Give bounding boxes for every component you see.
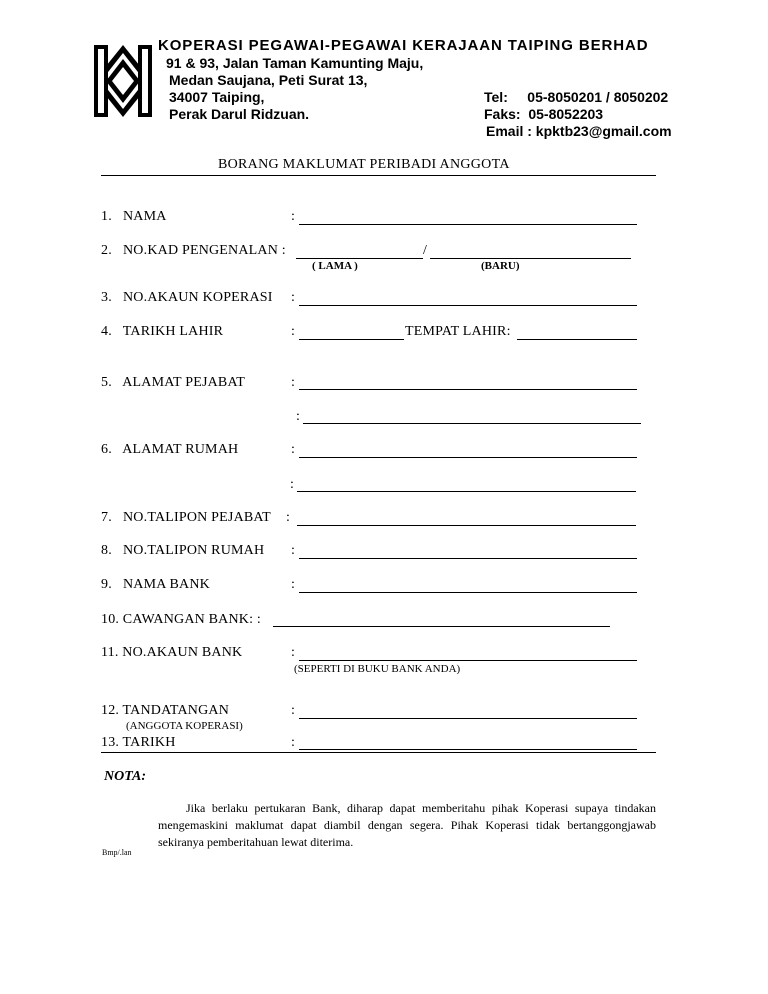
label-kad-pengenalan: 2. NO.KAD PENGENALAN :: [101, 243, 290, 258]
label-lama: ( LAMA ): [312, 260, 358, 272]
input-kad-baru[interactable]: [430, 258, 631, 259]
colon: :: [291, 645, 295, 660]
akaun-bank-note: (SEPERTI DI BUKU BANK ANDA): [294, 663, 461, 675]
colon: :: [291, 543, 295, 558]
nota-heading: NOTA:: [104, 769, 146, 784]
label-alamat-pejabat: 5. ALAMAT PEJABAT: [101, 375, 245, 390]
label-tarikh: 13. TARIKH: [101, 735, 176, 750]
input-talipon-pejabat[interactable]: [297, 525, 636, 526]
input-akaun-bank[interactable]: [299, 660, 637, 661]
input-alamat-rumah-2[interactable]: [297, 491, 636, 492]
input-nama-bank[interactable]: [299, 592, 637, 593]
input-akaun-koperasi[interactable]: [299, 305, 637, 306]
koperasi-logo-icon: [92, 43, 154, 119]
fax: Faks: 05-8052203: [484, 106, 604, 122]
form-bottom-rule: [101, 752, 656, 753]
input-nama[interactable]: [299, 224, 637, 225]
address-line-4: Perak Darul Ridzuan.: [169, 106, 310, 122]
input-alamat-pejabat-1[interactable]: [299, 389, 637, 390]
colon: :: [291, 375, 295, 390]
label-nama: 1. NAMA: [101, 209, 167, 224]
input-talipon-rumah[interactable]: [299, 558, 637, 559]
label-tandatangan: 12. TANDATANGAN: [101, 703, 230, 718]
label-alamat-rumah: 6. ALAMAT RUMAH: [101, 442, 239, 457]
colon: :: [291, 577, 295, 592]
colon: :: [290, 477, 294, 492]
colon: :: [291, 209, 295, 224]
colon: :: [291, 290, 295, 305]
label-talipon-pejabat: 7. NO.TALIPON PEJABAT: [101, 510, 271, 525]
input-alamat-rumah-1[interactable]: [299, 457, 637, 458]
input-alamat-pejabat-2[interactable]: [303, 423, 641, 424]
reference-code: Bmp/.lan: [102, 848, 132, 857]
address-line-3: 34007 Taiping,: [169, 89, 265, 105]
input-tarikh[interactable]: [299, 749, 637, 750]
input-tarikh-lahir[interactable]: [299, 339, 404, 340]
title-underline: [101, 175, 656, 176]
email: Email : kpktb23@gmail.com: [486, 123, 672, 139]
label-tempat-lahir: TEMPAT LAHIR:: [405, 324, 511, 339]
form-title: BORANG MAKLUMAT PERIBADI ANGGOTA: [218, 157, 510, 172]
tandatangan-note: (ANGGOTA KOPERASI): [126, 720, 243, 732]
colon: :: [291, 324, 295, 339]
label-akaun-koperasi: 3. NO.AKAUN KOPERASI: [101, 290, 273, 305]
telephone: Tel: 05-8050201 / 8050202: [484, 89, 669, 105]
label-talipon-rumah: 8. NO.TALIPON RUMAH: [101, 543, 265, 558]
colon: :: [291, 703, 295, 718]
organization-name: KOPERASI PEGAWAI-PEGAWAI KERAJAAN TAIPING BERHAD: [158, 37, 649, 54]
address-line-1: 91 & 93, Jalan Taman Kamunting Maju,: [166, 55, 424, 71]
label-nama-bank: 9. NAMA BANK: [101, 577, 210, 592]
colon: :: [286, 510, 290, 525]
input-tempat-lahir[interactable]: [517, 339, 637, 340]
label-tarikh-lahir: 4. TARIKH LAHIR: [101, 324, 224, 339]
input-kad-lama[interactable]: [296, 258, 423, 259]
slash: /: [423, 243, 427, 258]
colon: :: [296, 409, 300, 424]
label-cawangan-bank: 10. CAWANGAN BANK: :: [101, 612, 261, 627]
input-tandatangan[interactable]: [299, 718, 637, 719]
label-akaun-bank: 11. NO.AKAUN BANK: [101, 645, 243, 660]
input-cawangan-bank[interactable]: [273, 626, 610, 627]
colon: :: [291, 735, 295, 750]
colon: :: [291, 442, 295, 457]
label-baru: (BARU): [481, 260, 520, 272]
nota-paragraph: Jika berlaku pertukaran Bank, diharap dapat memberitahu pihak Koperasi supaya tindakan mengemaskini maklumat dapat diambil dengan segera. Pihak Koperasi tidak bertanggongjawab sekiranya pemberitahuan lewat diterima.: [158, 801, 656, 849]
nota-text: [158, 800, 656, 851]
address-line-2: Medan Saujana, Peti Surat 13,: [169, 72, 368, 88]
